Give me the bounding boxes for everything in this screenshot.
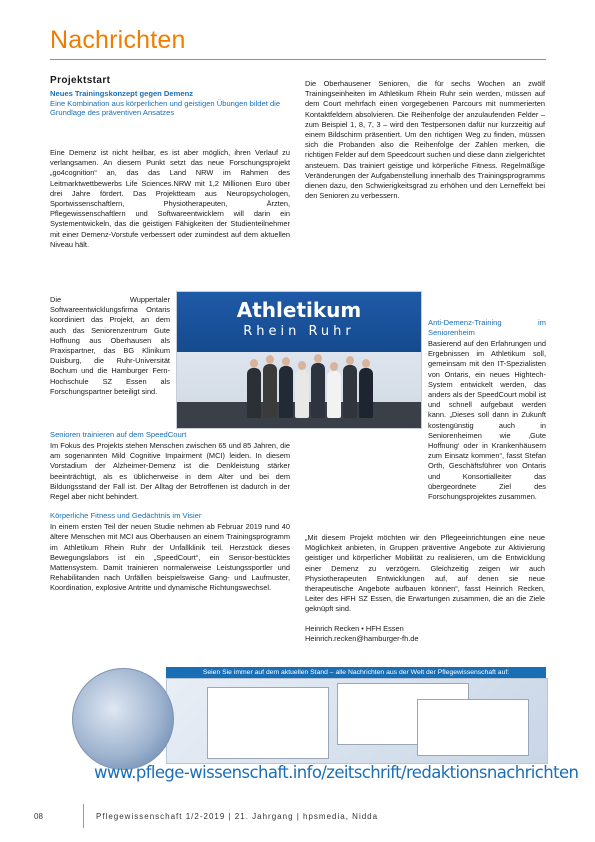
photo-brand-line2: Rhein Ruhr [243,324,355,339]
website-url-link[interactable]: www.pflege-wissenschaft.info/zeitschrift/redaktionsnachrichten [94,763,579,782]
teaser-text: Eine Kombination aus körperlichen und geistigen Übungen bildet die Grundlage des präventiven Ansatzes [50,98,281,118]
section-title: Projektstart [50,75,111,86]
banner-strip: Seien Sie immer auf dem aktuellen Stand – alle Nachrichten aus der Welt der Pflegewissenschaft auf: [166,667,546,678]
signature-name: Heinrich Recken • HFH Essen [305,623,404,633]
right-column-lower [305,533,545,644]
signature-email: Heinrich.recken@hamburger-fh.de [305,633,419,643]
left-column [50,148,290,259]
teaser-kicker: Neues Trainingskonzept gegen Demenz [50,89,194,98]
paragraph-mci: Im Fokus des Projekts stehen Menschen zwischen 65 und 85 Jahren, die am sogenannten Mild Cognitive Impairment (MCI) leiden. In diesem Vorstadium der Alzheimer-Demenz ist die Denkleistung stärker beeinträchtigt, als es üblicherweise in dem Alter und bei dem Bildungsstand der Fall ist. Der Alltag der Betroffenen ist dadurch in der Regel aber nicht behindert. [50,441,290,502]
person-figure [263,364,277,418]
website-screenshot [417,699,529,756]
subheading-fitness: Körperliche Fitness und Gedächtnis im Visier [50,511,202,521]
page-title: Nachrichten [50,26,186,54]
person-figure [343,365,357,418]
page-number: 08 [34,812,43,821]
paragraph-partners: Die Wuppertaler Softwareentwicklungsfirma Ontaris koordiniert das Projekt, an dem auch das Seniorenzentrum Gute Hoffnung aus Oberhausen als Praxispartner, das BG Klinikum Duisburg, die Ruhr-Universität Bochum und die Hamburger Fern-Hochschule SZ Essen als Forschungspartner beteiligt sind. [50,295,170,396]
person-figure [327,371,341,418]
person-figure [279,366,293,418]
subheading-speedcourt: Senioren trainieren auf dem SpeedCourt [50,430,187,439]
group-photo [176,291,422,429]
banner-screenshots [166,678,548,764]
left-narrow-column [50,295,170,406]
person-figure [311,363,325,418]
footer-text: Pflegewissenschaft 1/2-2019 | 21. Jahrgang | hpsmedia, Nidda [96,812,379,821]
person-figure [295,370,309,418]
person-figure [359,368,373,418]
left-column-lower [50,430,290,603]
footer-divider [83,804,84,828]
paragraph-quote: „Mit diesem Projekt möchten wir den Pflegeeinrichtungen eine neue Möglichkeit anbieten, in Gruppen präventive Angebote zur Aktivierung geistiger und körperlicher Mobilität zu realisieren, um die Entwicklung einer Demenz zu verzögern. Gleichzeitig zeigen wir auch Physiotherapeuten Entwicklungen auf, auf denen sie neue therapeutische Angebote aufbauen können“, fasst Heinrich Recken, Leiter des HFH SZ Essen, die Erwartungen zusammen, die an die Ziele geknüpft sind. [305,533,545,614]
paragraph-intro: Eine Demenz ist nicht heilbar, es ist aber möglich, ihren Verlauf zu verlangsamen. An diesem Punkt setzt das neue Forschungsprojekt „go4cognition“ an, das das Land NRW im Rahmen des Leitmarktwettbewerbs Life Sciences.NRW mit 1,2 Millionen Euro über drei Jahre fördert. Das Projektteam aus Neuropsychologen, Sportwissenschaftlern, Physiotherapeuten, Ärzten, Pflegewissenschaftlern und Softwareentwicklern will darin ein Systementwickeln, das die geistigen Fähigkeiten der Studienteilnehmer mit einer Demenz-Vorstufe verbessert oder zumindest auf dem aktuellen Niveau hält. [50,148,290,249]
paragraph-procedure: Die Oberhausener Senioren, die für sechs Wochen an zwölf Trainingseinheiten im Athletikum Rhein Ruhr sein werden, müssen auf dem Court mehrfach einen vorgegebenen Parcours mit nummerierten Kontaktfeldern absolvieren. Die Reihenfolge der anzulaufenden Felder – zum Beispiel 1, 8, 7, 3 – wird den Testpersonen dafür nur kurzzeitig auf einem Bildschirm präsentiert. Um den richtigen Weg zu finden, müssen sich die Probanden also die Reihenfolge der Zahlen merken, die richtigen Felder auf dem Speedcourt suchen und diese dann zielgerichtet ansteuern. Das trainiert geistige und körperliche Fitness. Regelmäßige Veränderungen der Aufgabenstellung innerhalb des Trainingsprogramms dienen dazu, den Schwierigkeitsgrad zu erhöhen und den Lerneffekt bei den Senioren zu verbessern. [305,79,545,201]
person-figure [247,368,261,418]
header-divider [50,59,546,60]
website-screenshot [207,687,329,759]
subheading-anti-dementia: Anti-Demenz-Training im Seniorenheim [428,318,546,337]
globe-icon [72,668,174,770]
paragraph-study: In einem ersten Teil der neuen Studie nehmen ab Februar 2019 rund 40 ältere Menschen mit MCI aus Oberhausen an einem Trainingsprogramm im Athletikum Rhein Ruhr der Unfallklinik teil. Herzstück dieses Bewegungslabors ist ein „SpeedCourt“, ein Sensor-bestücktes Mattensystem. Damit trainieren normalerweise Leistungssportler und Rehabilitanden nach Unfällen beispielsweise Gang- und Laufmuster, Koordination, explosive Antritte und dynamische Richtungswechsel. [50,522,290,593]
paragraph-mobile-system: Basierend auf den Erfahrungen und Ergebnissen im Athletikum soll, gemeinsam mit den IT-Spezialisten von Ontaris, ein neues Hightech-System entwickelt werden, das anders als der SpeedCourt mobil ist und schnell aufgebaut werden kann. „Dieses soll dann in Zukunft kostengünstig auch in Seniorenheimen wie ‚Gute Hoffnung‘ oder in Krankenhäusern zum Einsatz kommen“, fasst Stefan Orth, Geschäftsführer von Ontaris und Konsortialleiter das übergeordnete Ziel des Forschungsprojektes zusammen. [428,339,546,502]
photo-brand-line1: Athletikum [236,298,362,322]
teaser [50,89,290,118]
right-narrow-column [428,318,546,511]
right-column [305,79,545,210]
